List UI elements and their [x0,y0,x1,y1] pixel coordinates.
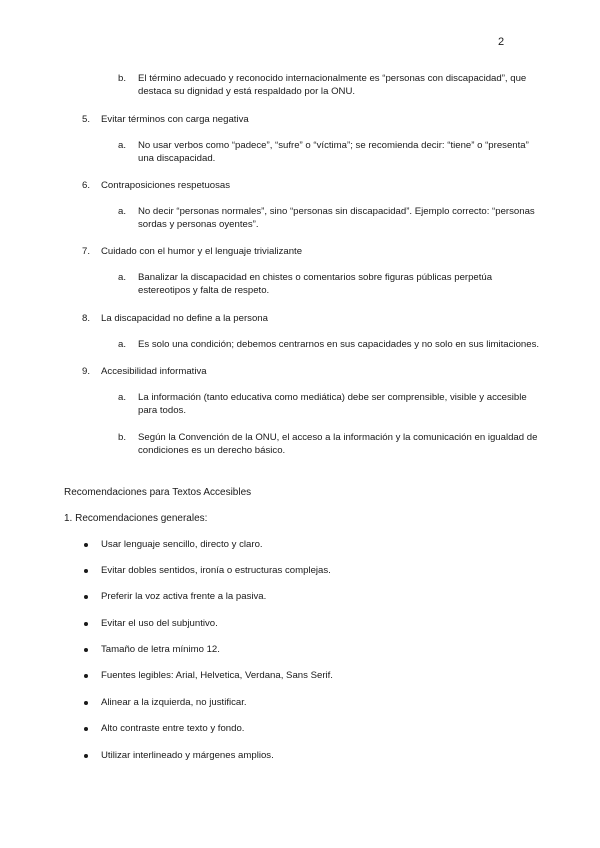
bullet-dot-icon [84,569,88,573]
bullet-item: Usar lenguaje sencillo, directo y claro. [101,539,263,550]
sub-item-marker: a. [118,392,127,403]
bullet-dot-icon [84,754,88,758]
sub-item-text: para todos. [138,405,187,416]
section-title: Recomendaciones para Textos Accesibles [64,487,252,498]
bullet-item: Evitar dobles sentidos, ironía o estructuras complejas. [101,565,331,576]
list-item-title: Evitar términos con carga negativa [101,114,249,125]
list-item-title: Contraposiciones respetuosas [101,180,231,191]
sub-item-text: condiciones es un derecho básico. [138,445,286,456]
sub-item-text: No decir “personas normales”, sino “personas sin discapacidad”. Ejemplo correcto: “personas [138,206,535,217]
sub-item-marker: a. [118,272,127,283]
list-number: 6. [82,180,91,191]
bullet-dot-icon [84,727,88,731]
list-item-title: Accesibilidad informativa [101,366,207,377]
list-number: 9. [82,366,91,377]
sub-item-text: sordas y personas oyentes”. [138,219,259,230]
list-number: 7. [82,246,91,257]
list-item-title: Cuidado con el humor y el lenguaje trivializante [101,246,303,257]
sub-item-marker: a. [118,206,127,217]
subsection-title: 1. Recomendaciones generales: [64,513,208,524]
sub-item-text: No usar verbos como “padece”, “sufre” o “víctima”; se recomienda decir: “tiene” o “presenta” [138,140,529,151]
bullet-dot-icon [84,674,88,678]
bullet-dot-icon [84,701,88,705]
sub-item-marker: b. [118,73,127,84]
sub-item-marker: b. [118,432,127,443]
sub-item-text: una discapacidad. [138,153,216,164]
bullet-dot-icon [84,648,88,652]
sub-item-text: Es solo una condición; debemos centrarnos en sus capacidades y no solo en sus limitaciones. [138,339,540,350]
bullet-dot-icon [84,595,88,599]
bullet-item: Fuentes legibles: Arial, Helvetica, Verdana, Sans Serif. [101,670,333,681]
list-number: 8. [82,313,91,324]
sub-item-text: estereotipos y falta de respeto. [138,285,270,296]
page-number: 2 [498,36,505,48]
sub-item-text: El término adecuado y reconocido internacionalmente es “personas con discapacidad”, que [138,73,527,84]
bullet-item: Alinear a la izquierda, no justificar. [101,697,247,708]
bullet-item: Alto contraste entre texto y fondo. [101,723,245,734]
bullet-dot-icon [84,622,88,626]
sub-item-text: La información (tanto educativa como mediática) debe ser comprensible, visible y accesible [138,392,527,403]
sub-item-marker: a. [118,140,127,151]
list-number: 5. [82,114,91,125]
bullet-item: Preferir la voz activa frente a la pasiva. [101,591,267,602]
sub-item-text: destaca su dignidad y está respaldado por la ONU. [138,86,356,97]
bullet-item: Evitar el uso del subjuntivo. [101,618,218,629]
sub-item-marker: a. [118,339,127,350]
sub-item-text: Banalizar la discapacidad en chistes o comentarios sobre figuras públicas perpetúa [138,272,493,283]
list-item-title: La discapacidad no define a la persona [101,313,268,324]
sub-item-text: Según la Convención de la ONU, el acceso a la información y la comunicación en igualdad de [138,432,538,443]
bullet-item: Tamaño de letra mínimo 12. [101,644,220,655]
bullet-item: Utilizar interlineado y márgenes amplios. [101,750,274,761]
bullet-dot-icon [84,543,88,547]
